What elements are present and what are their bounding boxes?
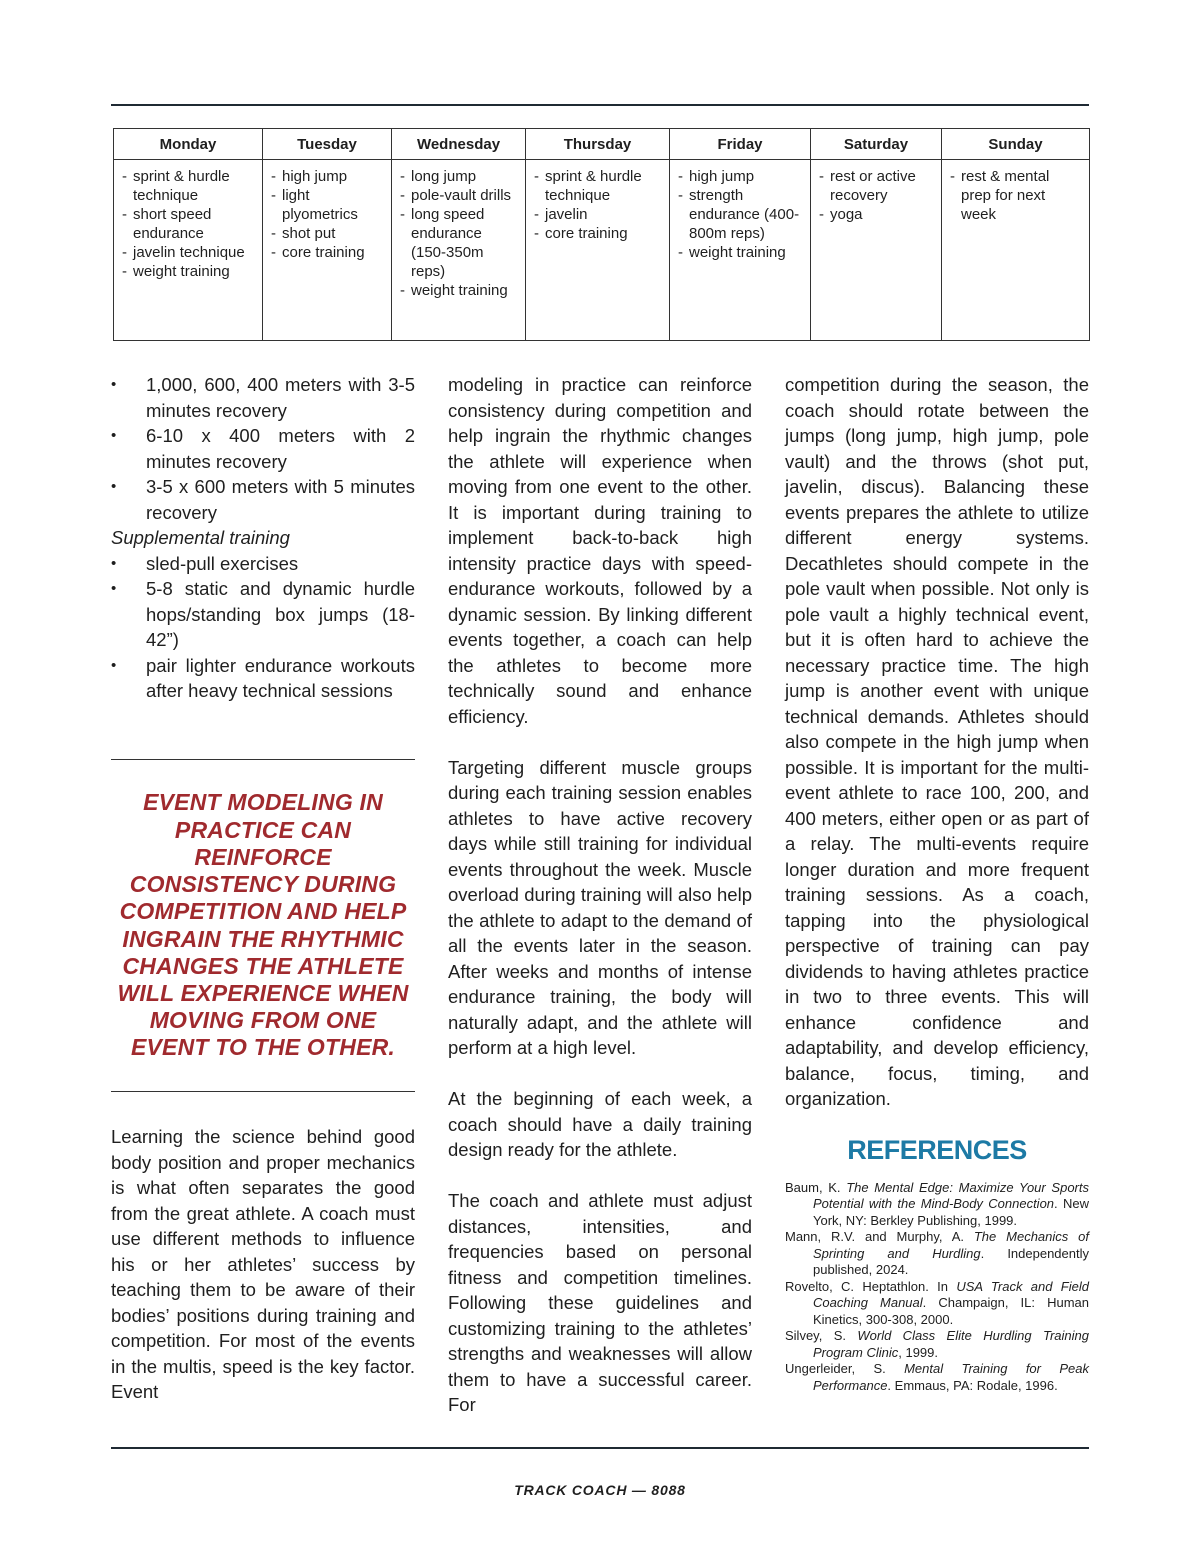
reference-item: Rovelto, C. Heptathlon. In USA Track and Field Coaching Manual. Champaign, IL: Human Kinetics, 300-308, 2000.	[785, 1278, 1089, 1327]
pullquote-text: EVENT MODELING IN PRACTICE CAN REINFORCE CONSISTENCY DURING COMPETITION AND HELP INGRAIN THE RHYTHMIC CHANGES THE ATHLETE WILL EXPERIENCE WHEN MOVING FROM ONE EVENT TO THE OTHER.	[117, 789, 409, 1061]
reference-title: Mental Training for Peak Performance	[813, 1361, 1089, 1393]
schedule-activity-row	[114, 160, 1090, 341]
paragraph: Targeting different muscle groups during each training session enables athletes to have active recovery days while still training for individual events throughout the week. Muscle overload during training will also help the athlete to adapt to the demand of all the events later in the season. After weeks and months of intense endurance training, the body will naturally adapt, and the athlete will perform at a high level.	[448, 756, 752, 1058]
day-header-monday: Monday	[114, 129, 263, 160]
bullet-item: • 5-8 static and dynamic hurdle hops/standing box jumps (18-42”)	[111, 576, 415, 653]
day-cell-tuesday	[263, 160, 392, 341]
pullquote	[111, 759, 415, 1092]
activity-item: - sprint & hurdle technique	[534, 167, 663, 205]
top-rule	[111, 104, 1089, 106]
page-footer: TRACK COACH — 8088	[514, 1482, 686, 1498]
day-header-thursday: Thursday	[526, 129, 670, 160]
distance-bullet-list	[111, 372, 415, 525]
reference-item: Ungerleider, S. Mental Training for Peak Performance. Emmaus, PA: Rodale, 1996.	[785, 1361, 1089, 1393]
activity-item: - light plyometrics	[271, 186, 385, 224]
paragraph: Learning the science behind good body position and proper mechanics is what often separates the good from the great athlete. A coach must use different methods to influence his or her athletes’ success by teaching them to be aware of their bodies’ positions during training and competition. For most of the events in the multis, speed is the key factor. Event	[111, 1126, 415, 1402]
schedule-header-row	[114, 129, 1090, 160]
reference-item: Mann, R.V. and Murphy, A. The Mechanics of Sprinting and Hurdling. Independently published, 2024.	[785, 1229, 1089, 1277]
bullet-item: • 3-5 x 600 meters with 5 minutes recovery	[111, 474, 415, 525]
activity-item: - sprint & hurdle technique	[122, 167, 256, 205]
day-header-sunday: Sunday	[942, 129, 1090, 160]
paragraph: At the beginning of each week, a coach should have a daily training design ready for the athlete.	[448, 1088, 752, 1160]
activity-item: - rest & mental prep for next week	[950, 167, 1083, 224]
day-header-wednesday: Wednesday	[392, 129, 526, 160]
paragraph: The coach and athlete must adjust distances, intensities, and frequencies based on personal fitness and competition timelines. Following these guidelines and customizing training to the athletes’ strengths and weaknesses will allow them to have a successful career. For	[448, 1190, 752, 1415]
references-list	[785, 1180, 1089, 1395]
bottom-rule	[111, 1447, 1089, 1449]
supplemental-bullet-list	[111, 551, 415, 704]
column-2	[448, 372, 752, 1418]
bullet-item: • 6-10 x 400 meters with 2 minutes recovery	[111, 423, 415, 474]
weekly-schedule-table	[113, 128, 1090, 341]
day-cell-friday	[670, 160, 811, 341]
activity-item: - yoga	[819, 205, 935, 224]
activity-item: - pole-vault drills	[400, 186, 519, 205]
activity-item: - high jump	[678, 167, 804, 186]
activity-item: - javelin	[534, 205, 663, 224]
column-1	[111, 372, 415, 704]
reference-title: World Class Elite Hurdling Training Program Clinic	[813, 1328, 1089, 1360]
activity-item: - strength endurance (400-800m reps)	[678, 186, 804, 243]
paragraph: modeling in practice can reinforce consistency during competition and help ingrain the rhythmic changes the athlete will experience when moving from one event to the other. It is important during training to implement back-to-back high intensity practice days with speed-endurance workouts, followed by a dynamic session. By linking different events together, a coach can help the athletes to become more technically sound and enhance efficiency.	[448, 374, 752, 727]
day-cell-wednesday	[392, 160, 526, 341]
bullet-item: • 1,000, 600, 400 meters with 3-5 minutes recovery	[111, 372, 415, 423]
day-header-saturday: Saturday	[811, 129, 942, 160]
activity-item: - core training	[271, 243, 385, 262]
activity-item: - long jump	[400, 167, 519, 186]
day-cell-sunday	[942, 160, 1090, 341]
reference-item: Silvey, S. World Class Elite Hurdling Training Program Clinic, 1999.	[785, 1328, 1089, 1360]
activity-item: - shot put	[271, 224, 385, 243]
activity-item: - weight training	[678, 243, 804, 262]
activity-item: - javelin technique	[122, 243, 256, 262]
bullet-item: • pair lighter endurance workouts after heavy technical sessions	[111, 653, 415, 704]
day-cell-saturday	[811, 160, 942, 341]
reference-item: Baum, K. The Mental Edge: Maximize Your Sports Potential with the Mind-Body Connection. New York, NY: Berkley Publishing, 1999.	[785, 1179, 1090, 1228]
reference-title: The Mental Edge: Maximize Your Sports Potential with the Mind-Body Connection	[813, 1179, 1089, 1211]
day-header-friday: Friday	[670, 129, 811, 160]
activity-item: - short speed endurance	[122, 205, 256, 243]
activity-item: - rest or active recovery	[819, 167, 935, 205]
column-1-body	[111, 1124, 415, 1405]
reference-title: The Mechanics of Sprinting and Hurdling	[813, 1229, 1089, 1261]
day-cell-thursday	[526, 160, 670, 341]
activity-item: - long speed endurance (150-350m reps)	[400, 205, 519, 281]
day-cell-monday	[114, 160, 263, 341]
reference-title: USA Track and Field Coaching Manual	[813, 1278, 1089, 1310]
references-heading: REFERENCES	[847, 1134, 1027, 1165]
paragraph: competition during the season, the coach should rotate between the jumps (long jump, high jump, pole vault) and the throws (shot put, javelin, discus). Balancing these events prepares the athlete to utilize different energy systems. Decathletes should compete in the pole vault when possible. Not only is pole vault a highly technical event, but it is often hard to achieve the necessary practice time. The high jump is another event with unique technical demands. Athletes should also compete in the high jump when possible. It is important for the multi-event athlete to race 100, 200, and 400 meters, either open or as part of a relay. The multi-events require longer duration and more frequent training sessions. As a coach, tapping into the physiological perspective of training can pay dividends to having athletes practice in two to three events. This will enhance confidence and adaptability, and develop efficiency, balance, focus, timing, and organization.	[785, 374, 1089, 1109]
activity-item: - weight training	[400, 281, 519, 300]
activity-item: - weight training	[122, 262, 256, 281]
activity-item: - core training	[534, 224, 663, 243]
supplemental-heading: Supplemental training	[111, 527, 290, 548]
activity-item: - high jump	[271, 167, 385, 186]
column-3	[785, 372, 1089, 1394]
day-header-tuesday: Tuesday	[263, 129, 392, 160]
bullet-item: • sled-pull exercises	[111, 551, 415, 577]
